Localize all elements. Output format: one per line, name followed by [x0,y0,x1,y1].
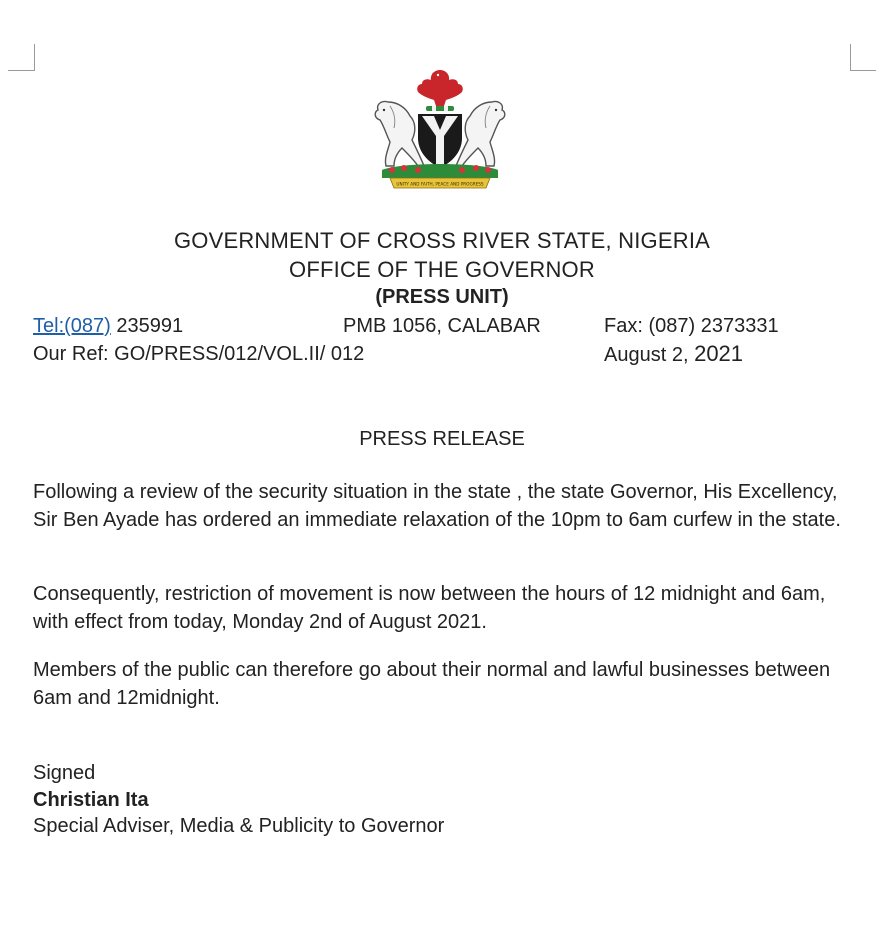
release-date [604,340,743,369]
telephone-link[interactable]: Tel:(087) [33,315,111,337]
shield-icon [418,114,462,168]
signed-label: Signed [33,762,96,784]
eagle-icon [417,70,463,106]
unit-title: (PRESS UNIT) [375,286,509,308]
signature-block [33,760,444,840]
telephone-number: 235991 [116,315,184,337]
paragraph-2: Consequently, restriction of movement is now between the hours of 12 midnight and 6am, with effect from today, Monday 2nd of August 2021. [33,583,826,633]
ground-icon [382,164,498,178]
postal-address: PMB 1056, CALABAR [343,315,541,337]
paragraph-3: Members of the public can therefore go about their normal and lawful businesses between 6am and 12midnight. [33,659,831,709]
signatory-title: Special Adviser, Media & Publicity to Governor [33,815,445,837]
left-horse-icon [375,101,424,166]
office-title: OFFICE OF THE GOVERNOR [289,257,595,282]
fax-number: Fax: (087) 2373331 [604,315,779,337]
reference-number: Our Ref: GO/PRESS/012/VOL.II/ 012 [33,343,365,365]
motto-banner-icon [390,178,490,188]
motto-text: UNITY AND FAITH, PEACE AND PROGRESS [396,181,484,187]
telephone [33,312,183,340]
crop-mark-top-left [8,44,35,71]
torse-icon [426,106,454,111]
government-title: GOVERNMENT OF CROSS RIVER STATE, NIGERIA [173,228,711,253]
date-prefix: August 2, [604,344,689,366]
signatory-name: Christian Ita [33,788,149,811]
paragraph-1: Following a review of the security situation in the state , the state Governor, His Excellency, Sir Ben Ayade has ordered an immediate relaxation of the 10pm to 6am curfew in the state. [33,481,841,531]
coat-of-arms [360,66,520,198]
date-year: 2021 [694,341,744,366]
crop-mark-top-right [850,44,876,71]
right-horse-icon [456,101,505,166]
press-release-title: PRESS RELEASE [359,428,525,450]
letterhead [0,226,876,311]
nigeria-coat-of-arms-icon [360,66,520,198]
